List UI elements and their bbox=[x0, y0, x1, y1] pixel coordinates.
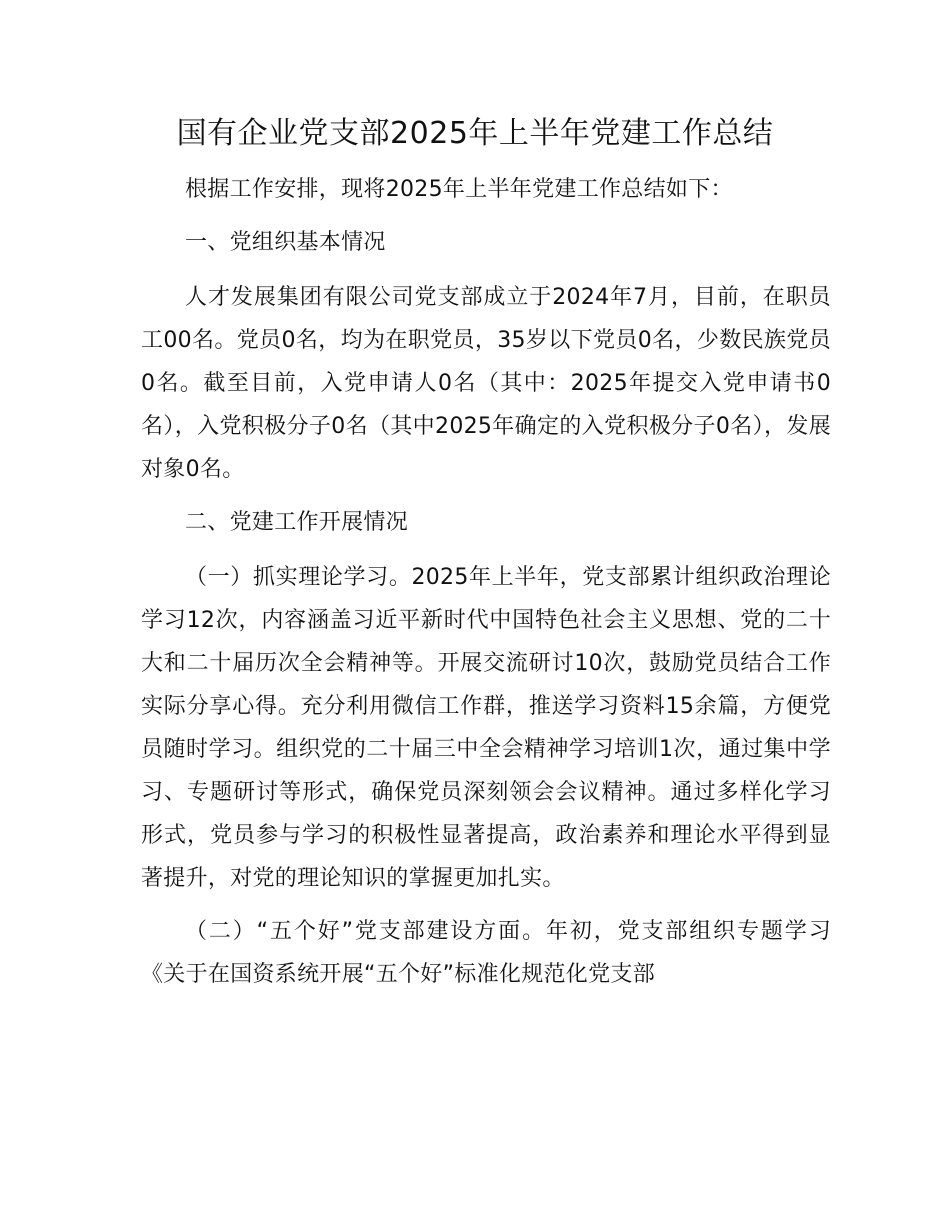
intro-paragraph: 根据工作安排，现将2025年上半年党建工作总结如下： bbox=[185, 177, 733, 202]
five-good-paragraph: （二）“五个好”党支部建设方面。年初，党支部组织专题学习《关于在国资系统开展“五个好”标准化规范化党支部 bbox=[141, 919, 831, 987]
org-info-paragraph: 人才发展集团有限公司党支部成立于2024年7月，目前，在职员工00名。党员0名，均为在职党员，35岁以下党员0名，少数民族党员0名。截至目前，入党申请人0名（其中：2025年提交入党申请书0名），入党积极分子0名（其中2025年确定的入党积极分子0名），发展对象0名。 bbox=[141, 285, 831, 482]
theory-study-paragraph: （一）抓实理论学习。2025年上半年，党支部累计组织政治理论学习12次，内容涵盖习近平新时代中国特色社会主义思想、党的二十大和二十届历次全会精神等。开展交流研讨10次，鼓励党员结合工作实际分享心得。充分利用微信工作群，推送学习资料15余篇，方便党员随时学习。组织党的二十届三中全会精神学习培训1次，通过集中学习、专题研讨等形式，确保党员深刻领会会议精神。通过多样化学习形式，党员参与学习的积极性显著提高，政治素养和理论水平得到显著提升，对党的理论知识的掌握更加扎实。 bbox=[141, 565, 831, 891]
section-heading-1: 一、党组织基本情况 bbox=[185, 230, 386, 255]
section-heading-2: 二、党建工作开展情况 bbox=[185, 510, 409, 535]
document-title: 国有企业党支部2025年上半年党建工作总结 bbox=[176, 116, 774, 151]
document-body bbox=[141, 168, 831, 1006]
